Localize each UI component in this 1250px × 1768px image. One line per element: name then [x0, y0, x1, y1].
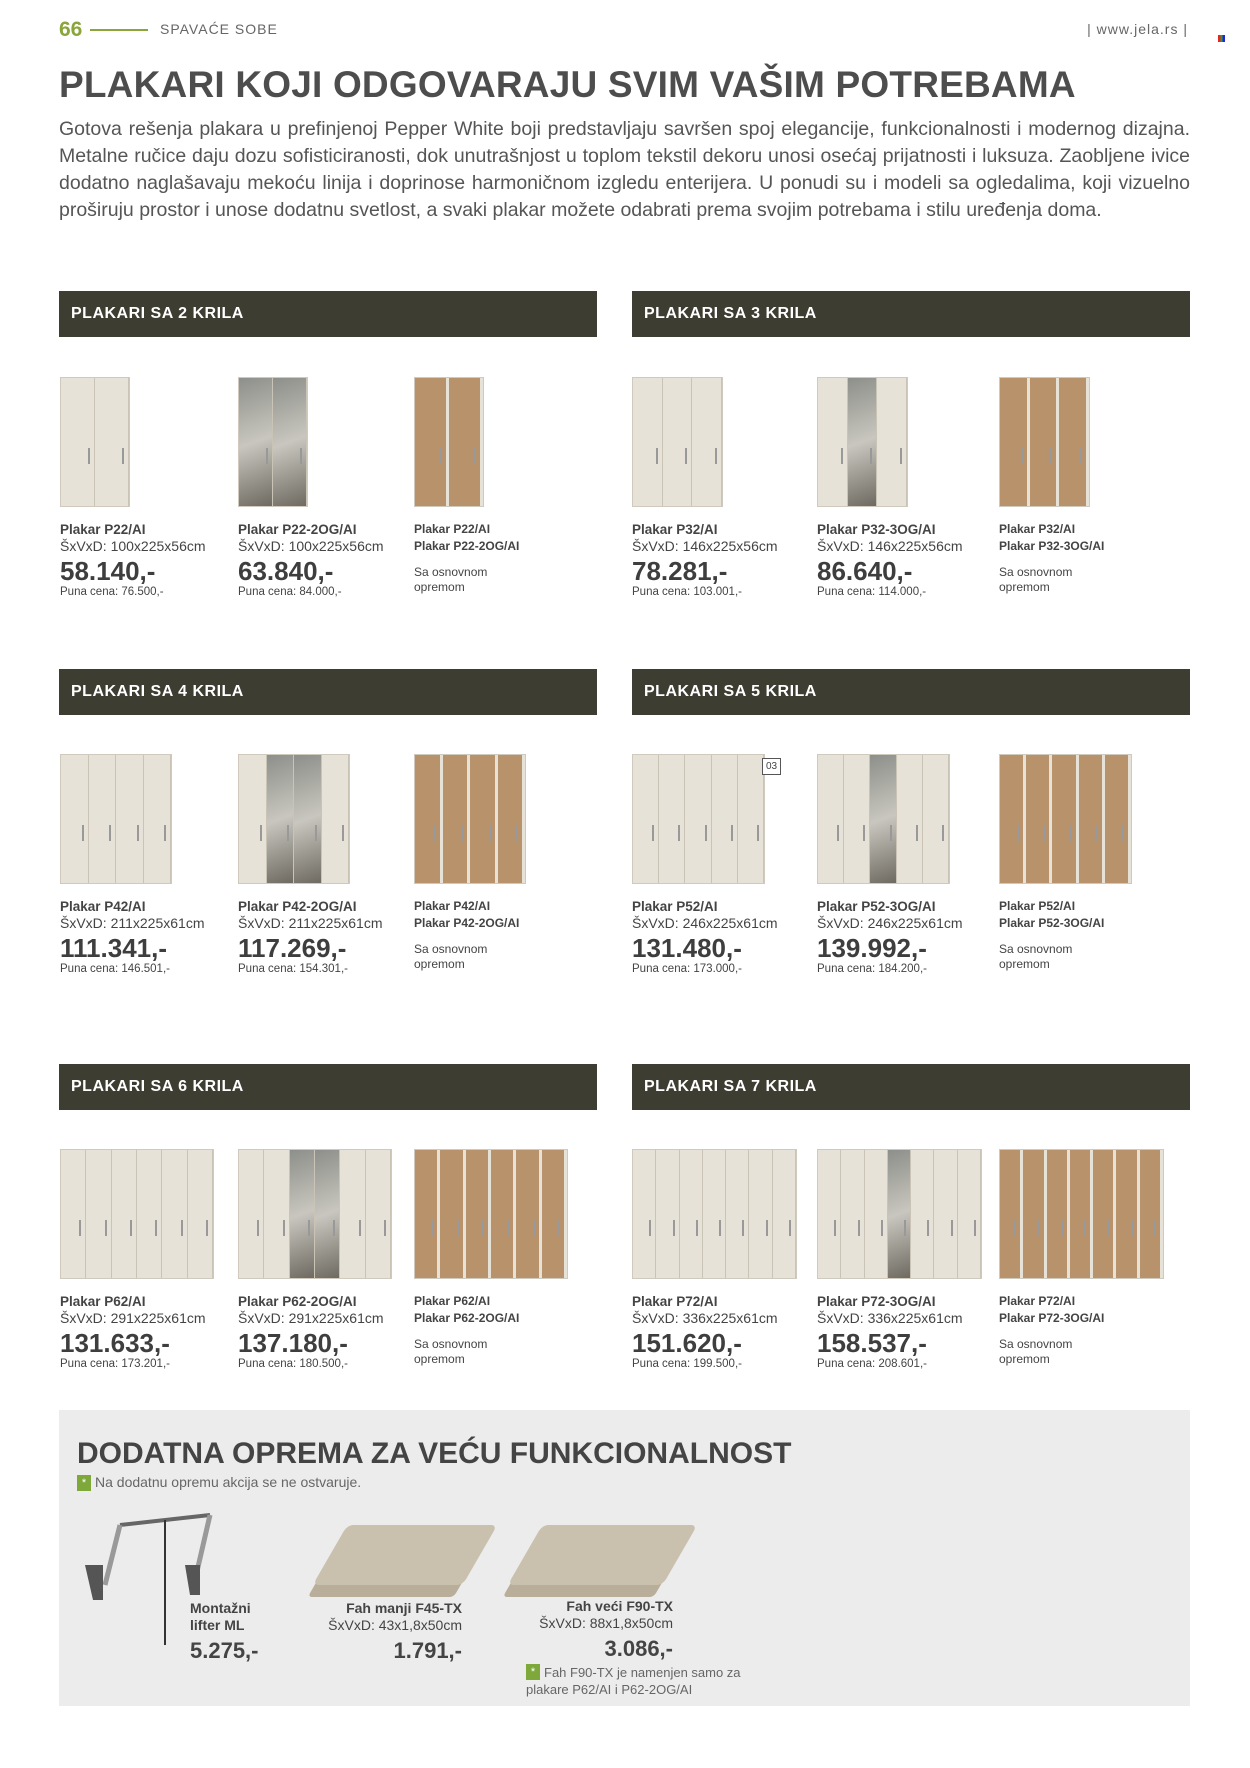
product-card[interactable]	[817, 1149, 992, 1370]
section-header: PLAKARI SA 5 KRILA	[632, 669, 1190, 715]
wardrobe-image	[632, 377, 807, 507]
product-card[interactable]	[414, 377, 589, 595]
product-price: 137.180,-	[238, 1328, 348, 1358]
wardrobe-image	[632, 1149, 807, 1279]
product-card[interactable]	[632, 754, 807, 975]
included-note: Sa osnovnom opremom	[414, 565, 488, 594]
product-dimensions: ŠxVxD: 100x225x56cm	[60, 538, 206, 554]
wardrobe-image	[817, 754, 992, 884]
regular-price: Puna cena: 173.000,-	[632, 963, 742, 975]
product-price: 158.537,-	[817, 1328, 927, 1358]
wardrobe-image	[999, 1149, 1174, 1279]
regular-price: Puna cena: 103.001,-	[632, 586, 742, 598]
product-name: Plakar P32/AI	[999, 522, 1076, 536]
regular-price: Puna cena: 146.501,-	[60, 963, 170, 975]
included-note: Sa osnovnom opremom	[999, 1337, 1073, 1366]
product-dimensions: ŠxVxD: 146x225x56cm	[817, 538, 963, 554]
page-number: 66	[59, 18, 83, 41]
product-card[interactable]	[414, 754, 589, 972]
product-name-alt: Plakar P62-2OG/AI	[414, 1311, 520, 1325]
product-name: Plakar P62/AI	[60, 1294, 146, 1309]
product-price: 117.269,-	[238, 933, 347, 963]
product-price: 58.140,-	[60, 556, 156, 586]
regular-price: Puna cena: 199.500,-	[632, 1358, 742, 1370]
star-icon: *	[526, 1664, 540, 1680]
label-badge: 03	[762, 758, 781, 775]
product-name-alt: Plakar P42-2OG/AI	[414, 916, 520, 930]
wardrobe-image	[817, 1149, 992, 1279]
accessory-lifter	[190, 1600, 260, 1663]
accessory-price: 5.275,-	[190, 1638, 259, 1663]
page-title: PLAKARI KOJI ODGOVARAJU SVIM VAŠIM POTREBAMA	[59, 64, 1076, 105]
intro-text: Gotova rešenja plakara u prefinjenoj Pepper White boji predstavljaju savršen spoj elegancije, funkcionalnosti i modernog dizajna. Metalne ručice daju dozu sofisticiranosti, dok unutrašnjost u toplom tekstil dekoru unosi osećaj prijatnosti i luksuza. Zaobljene ivice dodatno naglašavaju mekoću linija i doprinose harmoničnom izgledu enterijera. U ponudi su i modeli sa ogledalima, koji vizuelno proširuju prostor i unose dodatnu svetlost, a svaki plakar možete odabrati prema svojim potrebama i stilu uređenja doma.	[59, 118, 1190, 221]
product-dimensions: ŠxVxD: 100x225x56cm	[238, 538, 384, 554]
product-dimensions: ŠxVxD: 336x225x61cm	[632, 1310, 778, 1326]
product-name: Plakar P62-2OG/AI	[238, 1294, 357, 1309]
regular-price: Puna cena: 84.000,-	[238, 586, 342, 598]
wardrobe-image	[999, 754, 1174, 884]
accessories-note	[77, 1474, 361, 1491]
divider	[90, 29, 148, 31]
wardrobe-image	[60, 377, 235, 507]
product-price: 78.281,-	[632, 556, 728, 586]
product-name-alt: Plakar P22-2OG/AI	[414, 539, 520, 553]
footnote-text: Fah F90-TX je namenjen samo za plakare P62/AI i P62-2OG/AI	[526, 1665, 741, 1697]
included-note: Sa osnovnom opremom	[414, 1337, 488, 1366]
wardrobe-image	[817, 377, 992, 507]
section-header: PLAKARI SA 3 KRILA	[632, 291, 1190, 337]
accessory-name: Fah veći F90-TX	[566, 1598, 673, 1614]
product-card[interactable]	[999, 377, 1174, 595]
accessory-shelf-large	[510, 1598, 673, 1661]
product-dimensions: ŠxVxD: 146x225x56cm	[632, 538, 778, 554]
product-price: 131.480,-	[632, 933, 742, 963]
regular-price: Puna cena: 184.200,-	[817, 963, 927, 975]
product-name-alt: Plakar P72-3OG/AI	[999, 1311, 1105, 1325]
product-name: Plakar P52/AI	[999, 899, 1076, 913]
product-name: Plakar P42/AI	[60, 899, 146, 914]
product-card[interactable]	[817, 754, 992, 975]
product-name: Plakar P22/AI	[60, 522, 146, 537]
wardrobe-image	[414, 1149, 589, 1279]
wardrobe-image	[60, 754, 235, 884]
color-mark-icon	[1218, 35, 1225, 42]
included-note: Sa osnovnom opremom	[414, 942, 488, 971]
product-card[interactable]	[238, 377, 413, 598]
product-dimensions: ŠxVxD: 291x225x61cm	[60, 1310, 206, 1326]
product-dimensions: ŠxVxD: 291x225x61cm	[238, 1310, 384, 1326]
included-note: Sa osnovnom opremom	[999, 942, 1073, 971]
product-card[interactable]	[817, 377, 992, 598]
product-name-alt: Plakar P32-3OG/AI	[999, 539, 1105, 553]
product-card[interactable]	[60, 754, 235, 975]
product-card[interactable]	[238, 1149, 413, 1370]
product-card[interactable]	[60, 1149, 235, 1370]
star-icon: *	[77, 1475, 91, 1491]
wardrobe-image	[238, 377, 413, 507]
product-name: Plakar P32-3OG/AI	[817, 522, 936, 537]
product-card[interactable]	[999, 754, 1174, 972]
product-name-alt: Plakar P52-3OG/AI	[999, 916, 1105, 930]
product-name: Plakar P22/AI	[414, 522, 491, 536]
product-price: 86.640,-	[817, 556, 913, 586]
product-dimensions: ŠxVxD: 211x225x61cm	[60, 915, 205, 931]
regular-price: Puna cena: 76.500,-	[60, 586, 164, 598]
product-price: 151.620,-	[632, 1328, 742, 1358]
accessory-name: Montažni lifter ML	[190, 1600, 251, 1633]
product-dimensions: ŠxVxD: 246x225x61cm	[632, 915, 778, 931]
accessories-title: DODATNA OPREMA ZA VEĆU FUNKCIONALNOST	[77, 1437, 792, 1470]
accessory-footnote	[526, 1664, 756, 1698]
regular-price: Puna cena: 208.601,-	[817, 1358, 927, 1370]
wardrobe-image	[414, 754, 589, 884]
accessory-shelf-small	[300, 1600, 462, 1663]
product-name: Plakar P72/AI	[999, 1294, 1076, 1308]
regular-price: Puna cena: 180.500,-	[238, 1358, 348, 1370]
regular-price: Puna cena: 173.201,-	[60, 1358, 170, 1370]
accessory-name: Fah manji F45-TX	[346, 1600, 462, 1616]
product-dimensions: ŠxVxD: 211x225x61cm	[238, 915, 383, 931]
accessory-price: 1.791,-	[393, 1638, 462, 1663]
section-header: PLAKARI SA 7 KRILA	[632, 1064, 1190, 1110]
product-card[interactable]	[632, 377, 807, 598]
section-header: PLAKARI SA 6 KRILA	[59, 1064, 597, 1110]
product-name: Plakar P72/AI	[632, 1294, 718, 1309]
product-name: Plakar P52/AI	[632, 899, 718, 914]
product-name: Plakar P32/AI	[632, 522, 718, 537]
product-price: 111.341,-	[60, 933, 167, 963]
product-card[interactable]	[238, 754, 413, 975]
product-card[interactable]	[414, 1149, 589, 1367]
product-price: 139.992,-	[817, 933, 927, 963]
wardrobe-image	[238, 754, 413, 884]
included-note: Sa osnovnom opremom	[999, 565, 1073, 594]
regular-price: Puna cena: 154.301,-	[238, 963, 348, 975]
section-label: SPAVAĆE SOBE	[160, 21, 278, 37]
wardrobe-image	[238, 1149, 413, 1279]
wardrobe-image	[414, 377, 589, 507]
product-name: Plakar P42-2OG/AI	[238, 899, 357, 914]
product-price: 63.840,-	[238, 556, 334, 586]
product-name: Plakar P72-3OG/AI	[817, 1294, 936, 1309]
regular-price: Puna cena: 114.000,-	[817, 586, 927, 598]
product-dimensions: ŠxVxD: 246x225x61cm	[817, 915, 963, 931]
product-card[interactable]	[632, 1149, 807, 1370]
product-name: Plakar P62/AI	[414, 1294, 491, 1308]
product-price: 131.633,-	[60, 1328, 170, 1358]
product-dimensions: ŠxVxD: 336x225x61cm	[817, 1310, 963, 1326]
note-text: Na dodatnu opremu akcija se ne ostvaruje.	[95, 1474, 362, 1490]
product-card[interactable]	[60, 377, 235, 598]
accessory-dims: ŠxVxD: 88x1,8x50cm	[539, 1615, 673, 1631]
product-name: Plakar P52-3OG/AI	[817, 899, 936, 914]
product-name: Plakar P42/AI	[414, 899, 491, 913]
wardrobe-image	[60, 1149, 235, 1279]
accessory-dims: ŠxVxD: 43x1,8x50cm	[328, 1617, 462, 1633]
section-header: PLAKARI SA 4 KRILA	[59, 669, 597, 715]
product-card[interactable]	[999, 1149, 1174, 1367]
website-link[interactable]: | www.jela.rs |	[1087, 21, 1188, 37]
wardrobe-image	[999, 377, 1174, 507]
section-header: PLAKARI SA 2 KRILA	[59, 291, 597, 337]
accessory-price: 3.086,-	[604, 1636, 673, 1661]
product-name: Plakar P22-2OG/AI	[238, 522, 357, 537]
